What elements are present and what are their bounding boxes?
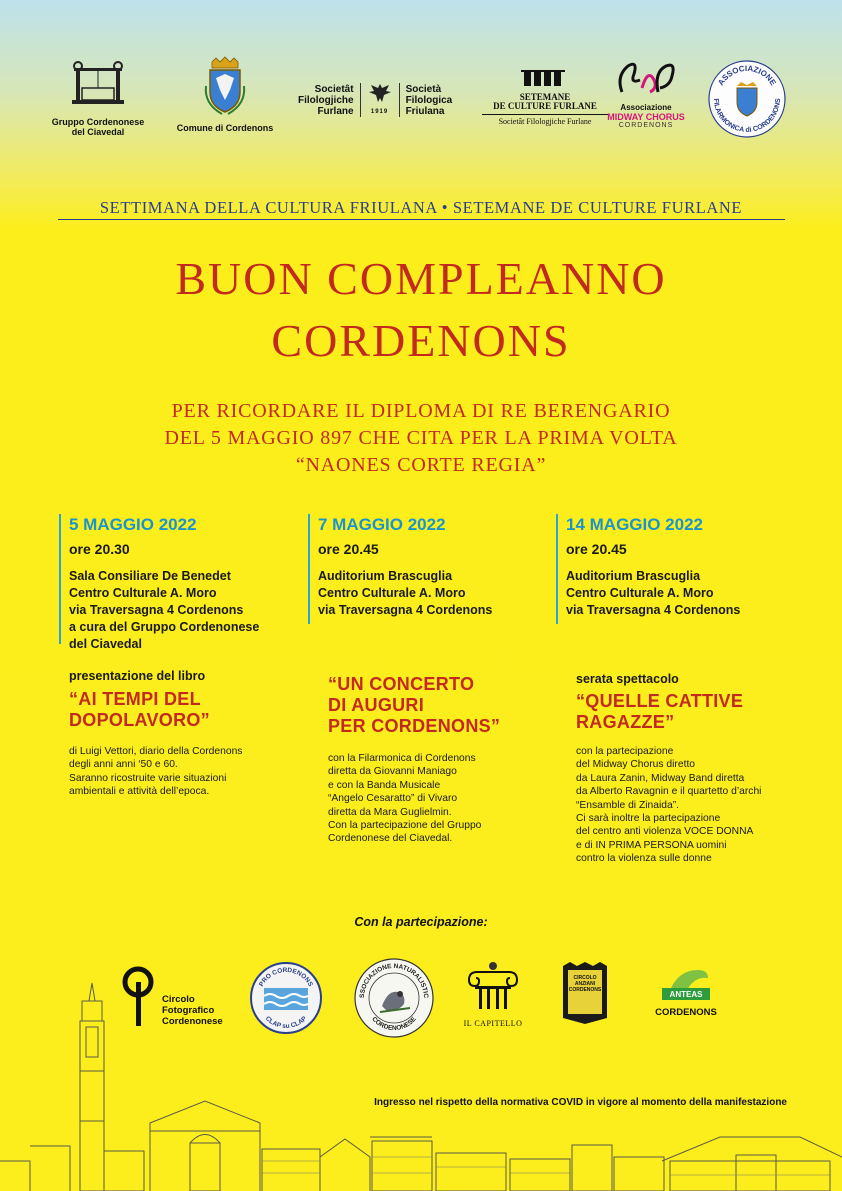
- societat-filologjiche-logo: [298, 82, 452, 118]
- comune-caption: Comune di Cordenons: [176, 123, 274, 133]
- subtitle-line-3: “NAONES CORTE REGIA”: [295, 454, 547, 476]
- desc-line: da Laura Zanin, Midway Band diretta: [576, 772, 745, 784]
- filarmonica-top-text: ASSOCIAZIONE: [716, 63, 778, 88]
- well-windlass-icon: [70, 60, 126, 112]
- coat-of-arms-icon: [202, 56, 248, 118]
- culture-week-banner: SETTIMANA DELLA CULTURA FRIULANA • SETEMANE DE CULTURE FURLANE: [99, 198, 743, 217]
- event-title-line: “UN CONCERTO: [328, 674, 475, 694]
- circolo-line: Fotografico: [162, 1005, 215, 1016]
- main-title: [0, 248, 842, 372]
- sf-left-3: Furlane: [317, 105, 354, 117]
- event-2-title: [328, 674, 500, 737]
- event-1-title: [69, 689, 210, 731]
- desc-line: contro la violenza sulle donne: [576, 853, 712, 865]
- desc-line: da Alberto Ravagnin e il quartetto d’archi: [576, 786, 762, 798]
- desc-line: Cordenonese del Ciavedal.: [328, 833, 453, 845]
- event-time: ore 20.30: [69, 541, 130, 557]
- event-title-line: “AI TEMPI DEL: [69, 689, 201, 709]
- event-2-description: [328, 752, 481, 846]
- circolo-anziani-line: CIRCOLO: [573, 975, 597, 981]
- circolo-line: Circolo: [162, 994, 195, 1005]
- desc-line: degli anni anni ‘50 e 60.: [69, 759, 178, 771]
- setemane-line-1: SETEMANE: [519, 92, 571, 102]
- desc-line: Saranno ricostruite varie situazioni: [69, 772, 227, 784]
- organizer-line: del Ciavedal: [69, 637, 142, 651]
- desc-line: diretta da Mara Guglielmin.: [328, 806, 452, 818]
- midway-name: MIDWAY CHORUS: [607, 112, 685, 122]
- event-date: 5 MAGGIO 2022: [69, 515, 197, 534]
- desc-line: Ci sarà inoltre la partecipazione: [576, 813, 721, 825]
- midway-monogram-icon: [614, 58, 678, 98]
- midway-city: CORDENONS: [618, 122, 674, 129]
- event-1-label: presentazione del libro: [69, 669, 206, 683]
- event-date: 14 MAGGIO 2022: [566, 515, 704, 534]
- sf-left-1: Societât: [314, 83, 354, 95]
- desc-line: e con la Banda Musicale: [328, 779, 441, 791]
- subtitle-line-2: DEL 5 MAGGIO 897 CHE CITA PER LA PRIMA VOLTA: [164, 427, 678, 449]
- venue-line: Auditorium Brascuglia: [318, 569, 453, 583]
- anteas-name: ANTEAS: [669, 990, 703, 999]
- venue-line: Centro Culturale A. Moro: [566, 586, 714, 600]
- filarmonica-bottom-text: FILARMONICA di CORDENONS: [711, 98, 783, 135]
- gruppo-caption-1: Gruppo Cordenonese: [51, 117, 145, 127]
- filarmonica-seal: [706, 58, 788, 140]
- comune-logo: [170, 56, 280, 133]
- eagle-icon: [367, 82, 393, 104]
- sf-right-3: Friulana: [405, 105, 445, 117]
- venue-line: via Traversagna 4 Cordenons: [566, 603, 741, 617]
- midway-assoc: Associazione: [620, 103, 672, 112]
- event-3-description: [576, 745, 761, 866]
- pro-bottom-text: CLAP su CLAP: [263, 1015, 309, 1031]
- desc-line: e di IN PRIMA PERSONA uomini: [576, 839, 727, 851]
- main-title-line-2: CORDENONS: [271, 315, 571, 366]
- setemane-logo: [478, 70, 612, 126]
- event-time: ore 20.45: [318, 541, 379, 557]
- desc-line: del Midway Chorus diretto: [576, 759, 696, 771]
- event-column-3: [556, 514, 804, 624]
- event-title-line: “QUELLE CATTIVE: [576, 691, 744, 711]
- sponsor-logos: [0, 52, 842, 152]
- desc-line: del centro anti violenza VOCE DONNA: [576, 826, 754, 838]
- event-3-label: serata spettacolo: [576, 672, 679, 686]
- gruppo-ciavedal-logo: [48, 60, 148, 137]
- sf-right-2: Filologica: [405, 94, 453, 106]
- venue-line: via Traversagna 4 Cordenons: [318, 603, 493, 617]
- banner-underline: [58, 219, 785, 220]
- circolo-anziani-line: ANZIANI: [574, 981, 596, 987]
- event-column-1: [59, 514, 307, 651]
- anteas-city: CORDENONS: [655, 1007, 717, 1018]
- venue-line: via Traversagna 4 Cordenons: [69, 603, 244, 617]
- filarmonica-logo: [706, 58, 788, 145]
- circolo-line: Cordenonese: [162, 1016, 223, 1027]
- circolo-anziani-line: CORDENONS: [568, 987, 602, 993]
- event-venue: [69, 568, 307, 653]
- desc-line: “Angelo Cesaratto” di Vivaro: [328, 793, 458, 805]
- event-time: ore 20.45: [566, 541, 627, 557]
- desc-line: con la partecipazione: [576, 746, 674, 757]
- midway-chorus-logo: [604, 58, 688, 130]
- sf-year: 1919: [370, 109, 389, 115]
- subtitle-line-1: PER RICORDARE IL DIPLOMA DI RE BERENGARIO: [171, 400, 671, 422]
- event-column-2: [308, 514, 556, 624]
- main-title-line-1: BUON COMPLEANNO: [175, 253, 667, 304]
- organizer-line: a cura del Gruppo Cordenonese: [69, 620, 260, 634]
- event-title-line: DI AUGURI: [328, 695, 425, 715]
- covid-notice: Ingresso nel rispetto della normativa COVID in vigore al momento della manifestazione: [374, 1097, 787, 1108]
- venue-line: Auditorium Brascuglia: [566, 569, 701, 583]
- cordenons-skyline-sketch: [0, 961, 842, 1191]
- setemane-line-2: DE CULTURE FURLANE: [493, 101, 597, 111]
- venue-line: Centro Culturale A. Moro: [318, 586, 466, 600]
- event-venue: [566, 568, 804, 619]
- setemane-line-3: Societât Filologjiche Furlane: [498, 117, 592, 126]
- event-1-description: [69, 745, 242, 799]
- event-venue: [318, 568, 556, 619]
- sf-right-1: Società: [405, 83, 442, 95]
- subtitle: [0, 398, 842, 479]
- venue-line: Sala Consiliare De Benedet: [69, 569, 231, 583]
- event-title-line: PER CORDENONS”: [328, 716, 501, 736]
- desc-line: con la Filarmonica di Cordenons: [328, 753, 476, 764]
- desc-line: di Luigi Vettori, diario della Cordenons: [69, 746, 243, 757]
- event-title-line: RAGAZZE”: [576, 712, 675, 732]
- venue-line: Centro Culturale A. Moro: [69, 586, 217, 600]
- event-date: 7 MAGGIO 2022: [318, 515, 446, 534]
- event-3-title: [576, 691, 743, 733]
- participation-heading: Con la partecipazione:: [354, 915, 488, 929]
- columns-icon: [520, 70, 570, 88]
- desc-line: Con la partecipazione del Gruppo: [328, 820, 482, 832]
- desc-line: “Ensamble di Zinaida”.: [576, 799, 680, 811]
- naturalistica-top-text: SSOCIAZIONE NATURALISTIC: [358, 962, 430, 999]
- naturalistica-bottom-text: CORDENONESE: [370, 1015, 418, 1033]
- pro-top-text: PRO CORDENONS: [258, 966, 314, 988]
- desc-line: ambientali e attività dell’epoca.: [69, 786, 210, 798]
- gruppo-caption-2: del Ciavedal: [71, 127, 125, 137]
- event-title-line: DOPOLAVORO”: [69, 710, 210, 730]
- sf-left-2: Filologjiche: [298, 94, 354, 106]
- desc-line: diretta da Giovanni Maniago: [328, 766, 457, 778]
- capitello-text: IL CAPITELLO: [463, 1019, 523, 1028]
